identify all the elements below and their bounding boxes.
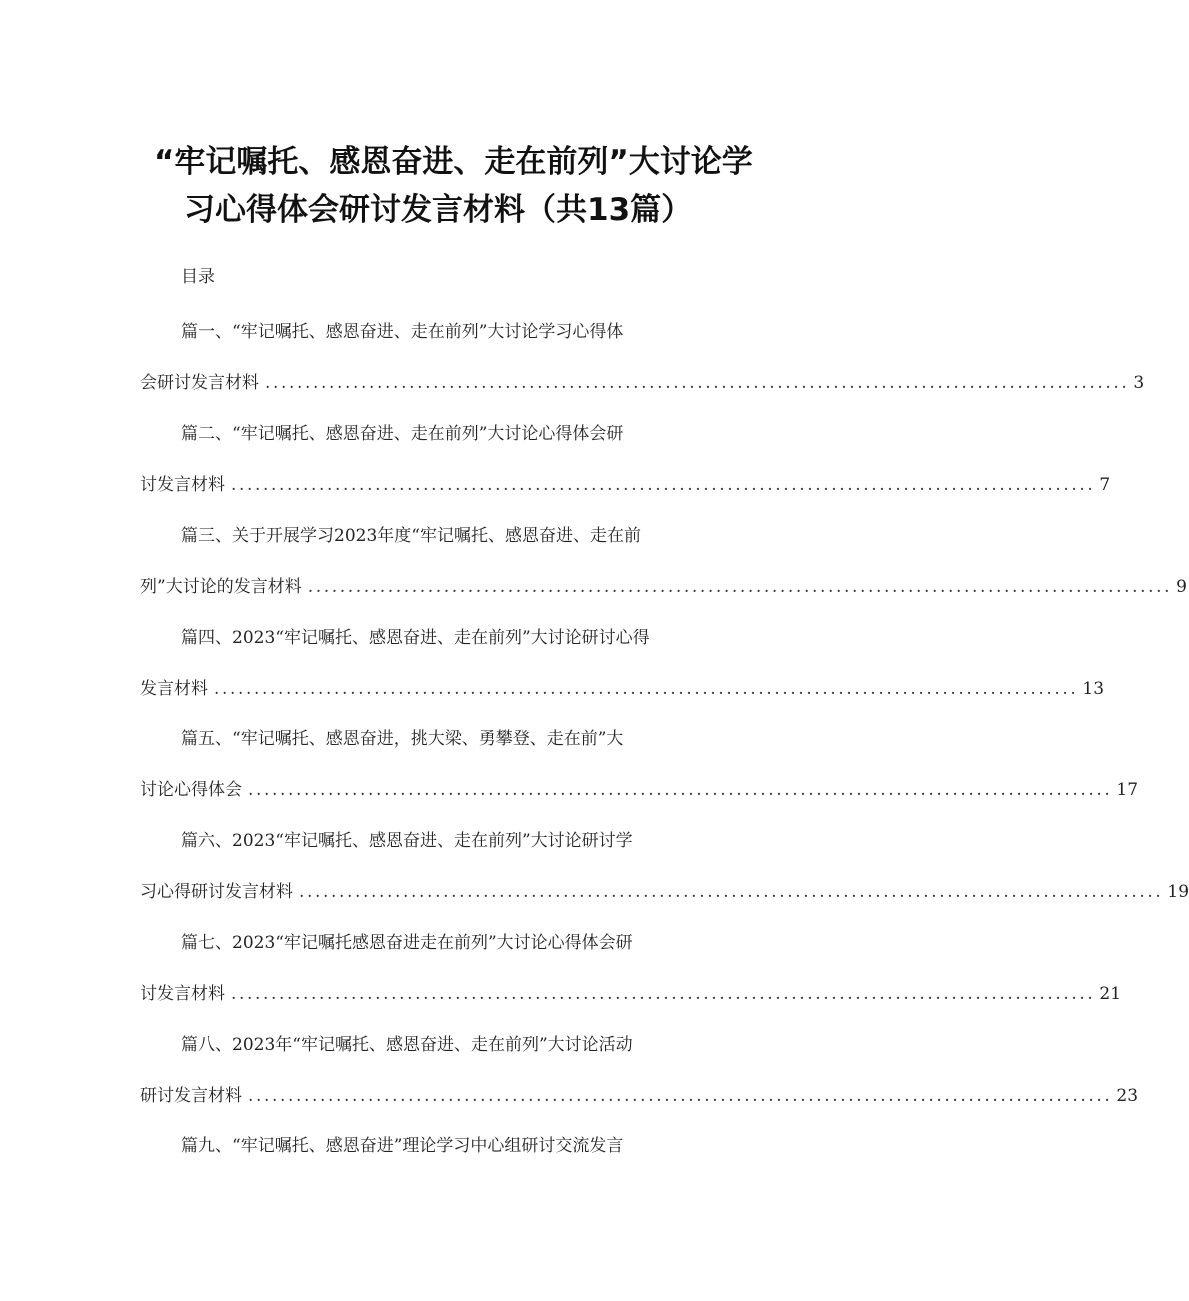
toc-entry-title-cont: 习心得研讨发言材料 xyxy=(140,882,293,902)
toc-entry[interactable] xyxy=(0,320,1145,420)
toc-entry-title-cont: 讨发言材料 xyxy=(140,984,225,1004)
toc-entry-title: 篇五、“牢记嘱托、感恩奋进，挑大梁、勇攀登、走在前”大 xyxy=(181,729,624,749)
toc-page-number: 17 xyxy=(1116,780,1139,800)
toc-entry-title: 篇一、“牢记嘱托、感恩奋进、走在前列”大讨论学习心得体 xyxy=(181,322,624,342)
toc-entry[interactable] xyxy=(0,626,1105,726)
toc-entry-title: 篇三、关于开展学习2023年度“牢记嘱托、感恩奋进、走在前 xyxy=(181,526,641,546)
toc-entry[interactable] xyxy=(0,524,1187,624)
toc-page-number: 21 xyxy=(1099,984,1122,1004)
dot-leader: ............................................................................................................ xyxy=(248,1086,1113,1106)
toc-entry[interactable] xyxy=(0,829,1189,929)
toc-page-number: 3 xyxy=(1133,373,1145,393)
toc-entry-leader-line xyxy=(140,677,1105,701)
toc-entry-title-cont: 列”大讨论的发言材料 xyxy=(140,577,302,597)
toc-entry[interactable] xyxy=(0,931,1122,1031)
toc-entry[interactable] xyxy=(0,727,1139,827)
toc-entry-title: 篇二、“牢记嘱托、感恩奋进、走在前列”大讨论心得体会研 xyxy=(181,424,624,444)
toc-entry-leader-line xyxy=(140,371,1145,395)
toc-page-number: 13 xyxy=(1082,679,1105,699)
dot-leader: ............................................................................................................ xyxy=(248,780,1113,800)
title-line-1: “牢记嘱托、感恩奋进、走在前列”大讨论学 xyxy=(154,144,753,180)
toc-entry-title: 篇七、2023“牢记嘱托感恩奋进走在前列”大讨论心得体会研 xyxy=(181,933,633,953)
toc-page-number: 9 xyxy=(1176,577,1187,597)
toc-entry-leader-line xyxy=(140,473,1111,497)
toc-page-number: 7 xyxy=(1099,475,1111,495)
toc-entry-title-cont: 讨发言材料 xyxy=(140,475,225,495)
toc-entry-title: 篇六、2023“牢记嘱托、感恩奋进、走在前列”大讨论研讨学 xyxy=(181,831,633,851)
dot-leader: ............................................................................................................ xyxy=(265,373,1130,393)
toc-entry-title-cont: 研讨发言材料 xyxy=(140,1086,242,1106)
title-line-2: 习心得体会研讨发言材料（共13篇） xyxy=(184,192,693,228)
toc-entry[interactable] xyxy=(0,422,1111,522)
toc-entry-title-cont: 发言材料 xyxy=(140,679,208,699)
toc-entry-leader-line xyxy=(140,880,1189,904)
toc-page-number: 23 xyxy=(1116,1086,1139,1106)
toc-entry-leader-line xyxy=(140,778,1139,802)
toc-entry-leader-line xyxy=(140,575,1187,599)
dot-leader: ............................................................................................................ xyxy=(299,882,1164,902)
toc-entry-leader-line xyxy=(140,1084,1139,1108)
toc-entry[interactable] xyxy=(0,1134,920,1234)
toc-page-number: 19 xyxy=(1167,882,1189,902)
toc-entry-title: 篇九、“牢记嘱托、感恩奋进”理论学习中心组研讨交流发言 xyxy=(181,1136,624,1156)
toc-heading: 目录 xyxy=(181,267,215,287)
toc-entry-title-cont: 讨论心得体会 xyxy=(140,780,242,800)
toc-entry-title: 篇八、2023年“牢记嘱托、感恩奋进、走在前列”大讨论活动 xyxy=(181,1035,633,1055)
document-title xyxy=(140,138,780,234)
dot-leader: ............................................................................................................ xyxy=(231,984,1096,1004)
dot-leader: ............................................................................................................ xyxy=(307,577,1173,597)
dot-leader: ............................................................................................................ xyxy=(231,475,1096,495)
toc-entry-leader-line xyxy=(140,982,1122,1006)
toc-entry-title-cont: 会研讨发言材料 xyxy=(140,373,259,393)
toc-entry[interactable] xyxy=(0,1033,1139,1133)
toc-entry-title: 篇四、2023“牢记嘱托、感恩奋进、走在前列”大讨论研讨心得 xyxy=(181,628,650,648)
dot-leader: ............................................................................................................ xyxy=(214,679,1079,699)
